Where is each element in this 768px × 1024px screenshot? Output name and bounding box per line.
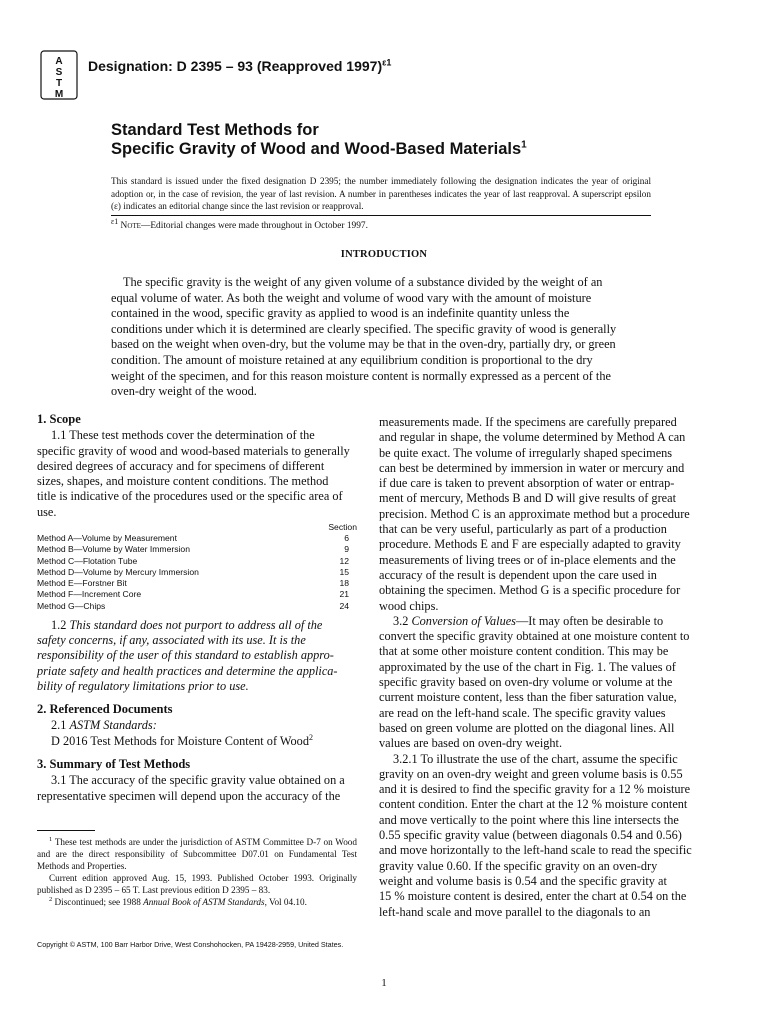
footnote-text: Discontinued; see 1988 xyxy=(54,897,144,908)
methods-table-header: Section xyxy=(328,522,357,533)
text-line: representative specimen will depend upon the accuracy of the xyxy=(37,788,341,803)
right-column xyxy=(379,415,699,920)
title-line-2: Specific Gravity of Wood and Wood-Based Materials xyxy=(111,140,522,158)
methods-table-header-row xyxy=(37,522,357,533)
paragraph-number: 2.1 xyxy=(51,718,67,733)
svg-text:A: A xyxy=(55,56,63,67)
method-name: Method D—Volume by Mercury Immersion xyxy=(37,566,199,577)
text-line xyxy=(37,618,357,633)
text-line: 3.1 The accuracy of the specific gravity value obtained on a xyxy=(51,773,345,788)
table-row xyxy=(37,556,357,567)
text-line: title is indicative of the procedures used or the specific area of xyxy=(37,489,343,504)
text-line: and move vertically to the point where this line intersects the xyxy=(379,812,679,827)
intro-line: conditions under which it is determined are clearly specified. The specific gravity of wood is generally xyxy=(111,321,617,336)
method-section: 24 xyxy=(339,600,349,611)
intro-line: equal volume of water. As both the weight and volume of wood vary with the amount of moisture xyxy=(111,290,592,305)
text-line: content condition. Enter the chart at the 12 % moisture content xyxy=(379,797,688,812)
paragraph-3-2 xyxy=(379,614,699,752)
footnote-ref: 2 xyxy=(308,732,313,742)
editorial-note-text: —Editorial changes were made throughout in October 1997. xyxy=(140,221,368,231)
method-name: Method C—Flotation Tube xyxy=(37,555,138,566)
text-line: precision. Method C is an approximate method but a procedure xyxy=(379,506,690,521)
table-row xyxy=(37,533,357,544)
text-line: measurements of living trees or of in-place elements and the xyxy=(379,552,676,567)
text-line: that at some other moisture content condition. This may be xyxy=(379,644,669,659)
intro-line: based on the weight when oven-dry, but the volume may be that in the oven-dry, partially dry, or green xyxy=(111,337,616,352)
text-line: based on green volume are plotted on the diagonal lines. All xyxy=(379,720,675,735)
referenced-documents-heading: 2. Referenced Documents xyxy=(37,702,173,717)
footnote-1-edition: Current edition approved Aug. 15, 1993. Published October 1993. Originally published as D 2395 – 65 T. Last previous edition D 2395 – 83. xyxy=(37,873,357,896)
text-span: This standard does not purport to address all of the xyxy=(69,617,323,632)
text-line: accuracy of the result is dependent upon the care used in xyxy=(379,567,657,582)
text-line: convert the specific gravity obtained at one moisture content to xyxy=(379,629,690,644)
footnote-2 xyxy=(37,896,357,908)
table-row xyxy=(37,544,357,555)
method-name: Method E—Forstner Bit xyxy=(37,578,127,589)
copyright: Copyright © ASTM, 100 Barr Harbor Drive, West Conshohocken, PA 19428-2959, United States. xyxy=(37,940,344,949)
ref-2-1 xyxy=(37,718,357,733)
intro-line: contained in the wood, specific gravity as applied to wood is an indefinite quantity unless the xyxy=(111,306,570,321)
text-line: values are based on oven-dry weight. xyxy=(379,736,563,751)
text-line: ment of mercury, Methods B and D will give results of great xyxy=(379,491,676,506)
text-span: —It may often be desirable to xyxy=(515,613,664,628)
method-name: Method A—Volume by Measurement xyxy=(37,533,177,544)
method-section: 15 xyxy=(339,566,349,577)
paragraph-number: 3.2 xyxy=(393,613,409,628)
designation xyxy=(88,58,391,74)
editorial-note xyxy=(111,216,368,231)
text-line xyxy=(379,614,699,629)
text-line: be quite exact. The volume of irregularly shaped specimens xyxy=(379,445,673,460)
document-title xyxy=(111,121,527,159)
designation-text: Designation: D 2395 – 93 (Reapproved 1997) xyxy=(88,58,383,74)
text-line: 15 % moisture content is desired, enter the chart at 0.54 on the xyxy=(379,889,687,904)
footnote-text: , Vol 04.10. xyxy=(264,897,307,908)
text-line: safety concerns, if any, associated with its use. It is the xyxy=(37,633,306,647)
designation-epsilon-mark: ε1 xyxy=(382,57,392,68)
text-line: left-hand scale and move parallel to the diagonals to an xyxy=(379,904,651,919)
intro-line: weight of the specimen, and for this reason moisture content is normally expressed as a percent of the xyxy=(111,368,611,383)
intro-line: condition. The amount of moisture retained at any equilibrium condition is proportional to the dry xyxy=(111,352,593,367)
footnote-divider xyxy=(37,830,95,831)
ref-d2016 xyxy=(37,734,357,749)
conversion-of-values-label: Conversion of Values xyxy=(411,613,516,628)
page-number: 1 xyxy=(381,977,387,989)
intro-line: oven-dry weight of the wood. xyxy=(111,384,257,399)
editorial-note-label: Note xyxy=(120,221,141,231)
text-line: 3.2.1 To illustrate the use of the chart, assume the specific xyxy=(393,751,678,766)
scope-paragraph-1-1 xyxy=(37,428,357,520)
astm-logo-icon xyxy=(40,50,78,100)
table-row xyxy=(37,589,357,600)
table-row xyxy=(37,601,357,612)
methods-table xyxy=(37,522,357,612)
footnote-mark: 2 xyxy=(49,896,53,904)
text-line: bility of regulatory limitations prior to use. xyxy=(37,678,249,693)
text-line: weight and volume basis is 0.54 and the specific gravity at xyxy=(379,873,667,888)
footnote-text: These test methods are under the jurisdiction of ASTM Committee D-7 on Wood and are the direct responsibility of Subcommittee D07.01 on Fundamental Test Methods and Properties. xyxy=(37,837,357,872)
text-line: gravity on an oven-dry weight and green volume basis is 0.55 xyxy=(379,766,683,781)
title-footnote-ref: 1 xyxy=(521,139,527,151)
text-line: are read on the left-hand scale. The specific gravity values xyxy=(379,705,666,720)
text-line: current moisture content, less than the fiber saturation value, xyxy=(379,690,677,705)
text-line: obtaining the specimen. Method G is a specific procedure for xyxy=(379,583,681,598)
text-line: measurements made. If the specimens are carefully prepared xyxy=(379,415,677,429)
scope-paragraph-1-2 xyxy=(37,618,357,694)
text-line: wood chips. xyxy=(379,598,439,613)
text-line: responsibility of the user of this standard to establish appro- xyxy=(37,648,334,663)
text-line: use. xyxy=(37,504,57,519)
editorial-mark: ε1 xyxy=(111,216,119,226)
footnote-1 xyxy=(37,836,357,872)
table-row xyxy=(37,567,357,578)
text-line: can best be determined by immersion in water or mercury and xyxy=(379,460,685,475)
text-line: that can be very useful, particularly as part of a production xyxy=(379,522,667,537)
text-line: sizes, shapes, and moisture content conditions. The method xyxy=(37,474,329,489)
astm-standards-label: ASTM Standards: xyxy=(69,718,157,733)
svg-text:T: T xyxy=(55,78,63,89)
text-line: desired degrees of accuracy and for specimens of different xyxy=(37,458,325,473)
method-name: Method B—Volume by Water Immersion xyxy=(37,544,190,555)
divider xyxy=(111,215,651,216)
method-section: 6 xyxy=(344,533,349,544)
paragraph-number: 1.2 xyxy=(51,617,67,632)
introduction-body xyxy=(111,275,651,400)
intro-line: The specific gravity is the weight of any given volume of a substance divided by the weight of an xyxy=(123,275,603,289)
ref-d2016-text: D 2016 Test Methods for Moisture Content of Wood xyxy=(51,733,309,748)
table-row xyxy=(37,578,357,589)
method-section: 9 xyxy=(344,544,349,555)
text-line: if due care is taken to prevent absorption of water or entrap- xyxy=(379,476,675,491)
scope-heading: 1. Scope xyxy=(37,412,81,426)
title-line-1: Standard Test Methods for xyxy=(111,121,319,139)
footnote-mark: 1 xyxy=(49,835,53,843)
text-line: and regular in shape, the volume determined by Method A can xyxy=(379,430,686,445)
left-column xyxy=(37,412,357,804)
svg-text:S: S xyxy=(55,67,63,78)
summary-paragraph-3-1 xyxy=(37,773,357,804)
text-line: and it is desired to find the specific gravity for a 12 % moisture xyxy=(379,782,691,797)
text-line: priate safety and health practices and determine the applica- xyxy=(37,663,338,678)
text-line: and move horizontally to the left-hand scale to read the specific xyxy=(379,843,692,858)
paragraph-continuation xyxy=(379,415,699,614)
method-section: 18 xyxy=(339,578,349,589)
title-line-2-wrap xyxy=(111,140,527,159)
method-section: 12 xyxy=(339,555,349,566)
text-line: 0.55 specific gravity value (between diagonals 0.54 and 0.56) xyxy=(379,828,682,843)
text-line: specific gravity of wood and wood-based materials to generally xyxy=(37,443,350,458)
footnote-book-title: Annual Book of ASTM Standards xyxy=(143,897,265,908)
method-name: Method F—Increment Core xyxy=(37,589,142,600)
issue-note: This standard is issued under the fixed designation D 2395; the number immediately following the designation indicates the year of original adoption or, in the case of revision, the year of last revision. A number in parentheses indicates the year of last reapproval. A superscript epsilon (ε) indicates an editorial change since the last revision or reapproval. xyxy=(111,176,651,211)
text-line: procedure. Methods E and F are especially adapted to gravity xyxy=(379,537,681,552)
text-line: specific gravity based on oven-dry volume or volume at the xyxy=(379,675,673,690)
footnotes xyxy=(37,836,357,909)
method-section: 21 xyxy=(339,589,349,600)
introduction-heading: INTRODUCTION xyxy=(340,249,428,260)
summary-heading: 3. Summary of Test Methods xyxy=(37,757,191,772)
method-name: Method G—Chips xyxy=(37,600,106,611)
paragraph-3-2-1 xyxy=(379,752,699,920)
svg-text:M: M xyxy=(54,89,64,100)
text-line: 1.1 These test methods cover the determination of the xyxy=(51,428,315,443)
text-line: gravity value 0.60. If the specific gravity on an oven-dry xyxy=(379,858,658,873)
text-line: approximated by the use of the chart in Fig. 1. The values of xyxy=(379,659,676,674)
